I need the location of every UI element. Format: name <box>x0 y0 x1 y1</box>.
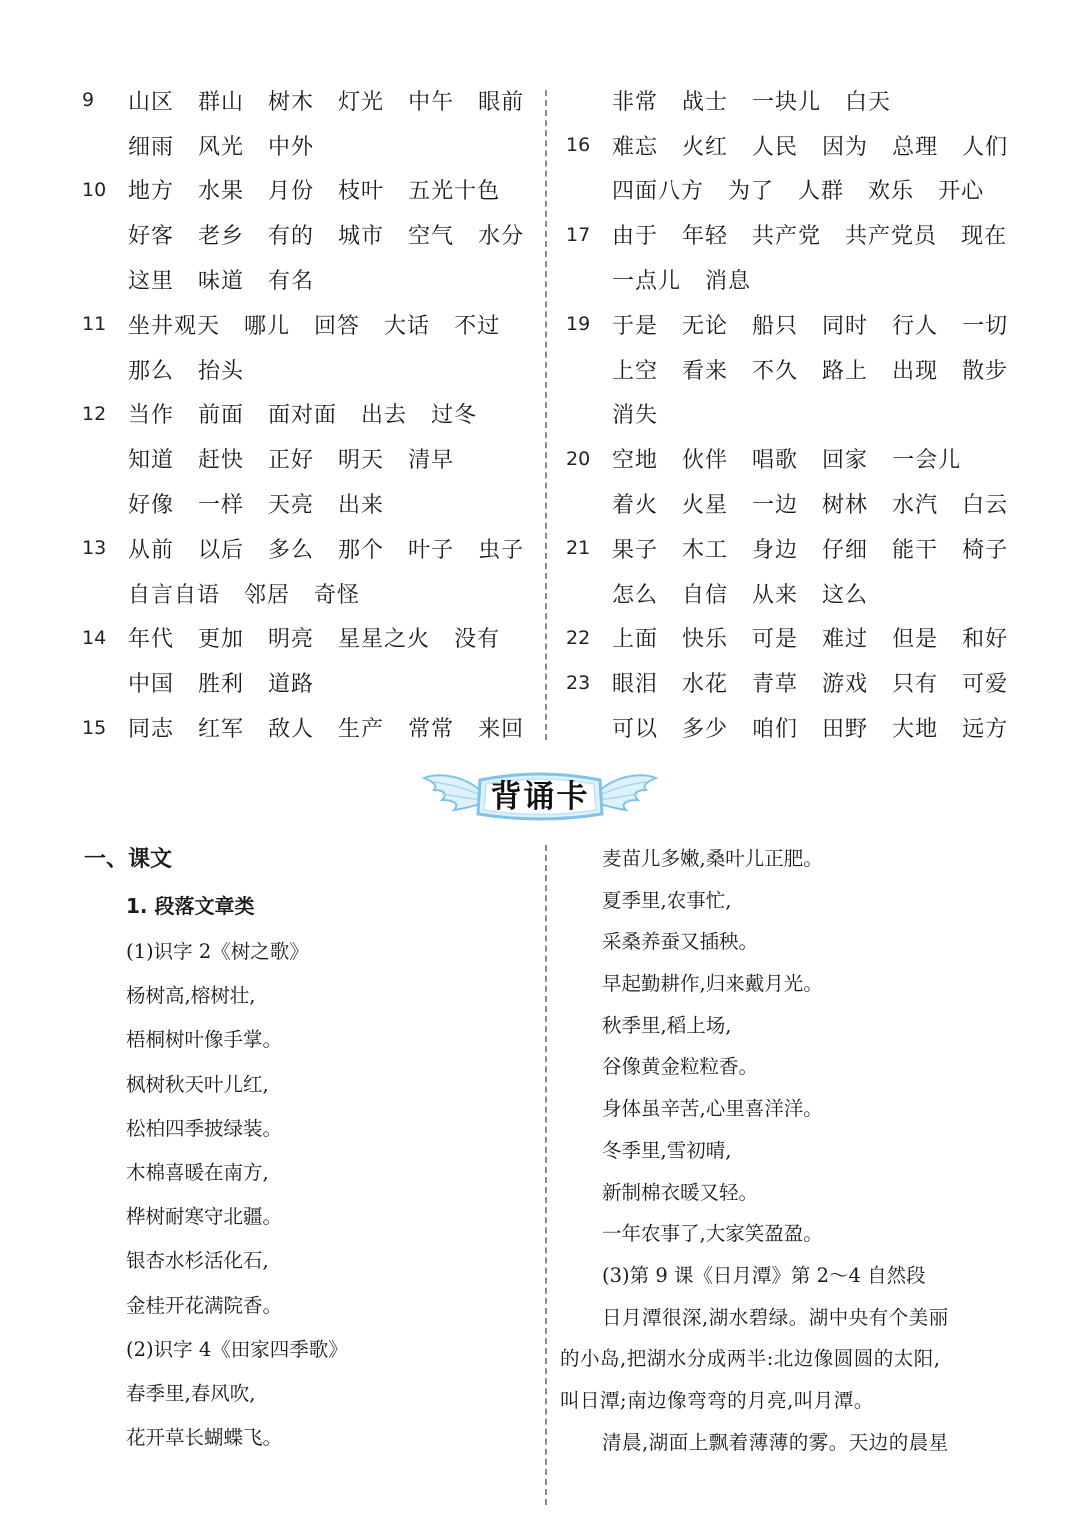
vocab-word: 树林 <box>822 493 869 519</box>
vocab-line <box>566 571 1036 616</box>
vocab-line <box>566 705 1036 750</box>
vocab-word: 生产 <box>338 717 385 743</box>
vocab-word: 多么 <box>268 537 315 563</box>
vocab-word: 现在 <box>961 224 1008 250</box>
vocab-word: 多少 <box>682 717 729 743</box>
vocab-word: 空气 <box>408 224 455 250</box>
poem-line: 夏季里,农事忙, <box>602 888 732 912</box>
vocab-word: 味道 <box>198 269 245 295</box>
vocab-word: 抬头 <box>198 358 245 384</box>
vocab-word: 木工 <box>682 537 729 563</box>
lesson-number: 13 <box>82 537 107 560</box>
vocab-word: 果子 <box>612 537 659 563</box>
vocab-word: 可爱 <box>962 672 1009 698</box>
vocab-word: 为了 <box>728 179 775 205</box>
vocab-word: 出去 <box>361 403 408 429</box>
column-divider <box>545 845 547 1505</box>
vocab-word: 这里 <box>128 269 175 295</box>
vocab-word: 一块儿 <box>752 89 822 115</box>
vocab-word: 不过 <box>454 313 501 339</box>
poem-line: 一年农事了,大家笑盈盈。 <box>602 1222 823 1246</box>
vocab-line <box>566 481 1036 526</box>
vocab-word: 灯光 <box>338 89 385 115</box>
vocab-word: 和好 <box>962 627 1009 653</box>
vocab-word: 叶子 <box>408 537 455 563</box>
vocab-word: 但是 <box>892 627 939 653</box>
vocab-line <box>566 168 1036 213</box>
section-heading: 一、课文 <box>84 847 173 872</box>
vocab-word: 清早 <box>408 448 455 474</box>
vocab-word: 伙伴 <box>682 448 729 474</box>
vocab-line <box>82 481 552 526</box>
vocab-line <box>566 347 1036 392</box>
vocab-word: 田野 <box>822 717 869 743</box>
vocab-line <box>566 392 1036 437</box>
vocab-word: 有名 <box>268 269 315 295</box>
vocab-word: 能干 <box>892 537 939 563</box>
vocab-word: 正好 <box>268 448 315 474</box>
vocab-word: 大话 <box>384 313 431 339</box>
paragraph-line: 日月潭很深,湖水碧绿。湖中央有个美丽 <box>602 1305 949 1329</box>
vocab-word: 快乐 <box>682 627 729 653</box>
vocab-word: 难过 <box>822 627 869 653</box>
vocab-word: 从前 <box>128 537 175 563</box>
lesson-number: 22 <box>566 626 591 649</box>
vocab-word: 老乡 <box>198 224 245 250</box>
vocab-word: 水分 <box>478 224 525 250</box>
vocab-word: 道路 <box>268 672 315 698</box>
poem-title: (2)识字 4《田家四季歌》 <box>126 1337 348 1361</box>
lesson-number: 10 <box>82 178 107 201</box>
vocab-line <box>82 705 552 750</box>
vocab-word: 年轻 <box>682 224 729 250</box>
vocab-word: 敌人 <box>268 717 315 743</box>
lesson-number: 9 <box>82 89 95 112</box>
vocab-word: 这么 <box>822 582 869 608</box>
vocab-line <box>82 302 552 347</box>
poem-title: (1)识字 2《树之歌》 <box>126 940 309 963</box>
poem-line: 木棉喜暖在南方, <box>126 1160 269 1184</box>
vocab-line <box>82 436 552 481</box>
vocab-word: 月份 <box>268 179 315 205</box>
poem-line: 银杏水杉活化石, <box>126 1249 269 1273</box>
vocab-line <box>566 616 1036 661</box>
poem-line: 新制棉衣暖又轻。 <box>602 1180 759 1204</box>
lesson-number: 11 <box>82 313 107 336</box>
vocab-word: 明天 <box>338 448 385 474</box>
vocab-word: 回家 <box>822 448 869 474</box>
vocab-word: 城市 <box>338 224 385 250</box>
vocab-word: 好客 <box>128 224 175 250</box>
vocab-word: 常常 <box>408 717 455 743</box>
vocab-word: 好像 <box>128 493 175 519</box>
passage-title: (3)第 9 课《日月潭》第 2～4 自然段 <box>602 1263 926 1287</box>
vocab-line <box>82 212 552 257</box>
lesson-number: 20 <box>566 447 591 470</box>
vocab-word: 战士 <box>682 89 729 115</box>
vocab-word: 水果 <box>198 179 245 205</box>
column-divider <box>545 90 547 740</box>
vocab-word: 红军 <box>198 717 245 743</box>
poem-line: 秋季里,稻上场, <box>602 1013 732 1037</box>
lesson-number: 15 <box>82 716 107 739</box>
vocab-line <box>566 212 1036 257</box>
vocab-line <box>82 616 552 661</box>
vocab-word: 看来 <box>682 358 729 384</box>
vocab-list-left <box>82 78 552 750</box>
vocab-word: 那么 <box>128 358 175 384</box>
vocab-word: 水汽 <box>892 493 939 519</box>
vocab-word: 可是 <box>752 627 799 653</box>
vocab-word: 同志 <box>128 717 175 743</box>
vocab-word: 自言自语 <box>128 582 221 608</box>
vocab-word: 大地 <box>892 717 939 743</box>
vocab-word: 胜利 <box>198 672 245 698</box>
vocab-list-right <box>566 78 1036 750</box>
vocab-word: 虫子 <box>478 537 525 563</box>
vocab-word: 一会儿 <box>892 448 962 474</box>
vocab-word: 星星之火 <box>338 627 431 653</box>
poem-line: 松柏四季披绿装。 <box>126 1116 283 1140</box>
vocab-word: 五光十色 <box>408 179 501 205</box>
poem-line: 桦树耐寒守北疆。 <box>126 1205 283 1229</box>
vocab-word: 共产党 <box>752 224 822 250</box>
vocab-line <box>82 347 552 392</box>
vocab-word: 天亮 <box>268 493 315 519</box>
recite-right-column <box>560 838 1010 1463</box>
paragraph-line: 叫日潭;南边像弯弯的月亮,叫月潭。 <box>560 1388 874 1412</box>
lesson-number: 14 <box>82 626 107 649</box>
vocab-word: 白云 <box>962 493 1009 519</box>
vocab-line <box>566 123 1036 168</box>
vocab-line <box>82 123 552 168</box>
vocab-word: 于是 <box>612 313 659 339</box>
vocab-word: 一切 <box>962 313 1009 339</box>
vocab-word: 中国 <box>128 672 175 698</box>
vocab-word: 从来 <box>752 582 799 608</box>
vocab-word: 赶快 <box>198 448 245 474</box>
vocab-word: 出现 <box>892 358 939 384</box>
vocab-word: 地方 <box>128 179 175 205</box>
vocab-word: 游戏 <box>822 672 869 698</box>
vocab-word: 当作 <box>128 403 175 429</box>
poem-line: 身体虽辛苦,心里喜洋洋。 <box>602 1097 823 1121</box>
vocab-word: 树木 <box>268 89 315 115</box>
vocab-word: 枝叶 <box>338 179 385 205</box>
vocab-word: 上空 <box>612 358 659 384</box>
lesson-number: 19 <box>566 313 591 336</box>
lesson-number: 16 <box>566 134 591 157</box>
vocab-word: 路上 <box>822 358 869 384</box>
vocab-word: 年代 <box>128 627 175 653</box>
vocab-word: 有的 <box>268 224 315 250</box>
poem-line: 采桑养蚕又插秧。 <box>602 930 759 954</box>
banner-title: 背诵卡 <box>490 779 590 815</box>
poem-line: 麦苗儿多嫩,桑叶儿正肥。 <box>602 847 823 870</box>
vocab-word: 火红 <box>682 134 729 160</box>
vocab-line <box>82 257 552 302</box>
poem-line: 杨树高,榕树壮, <box>126 984 256 1008</box>
vocab-line <box>566 257 1036 302</box>
poem-line: 春季里,春风吹, <box>126 1381 256 1405</box>
vocab-line <box>82 526 552 571</box>
vocab-word: 总理 <box>892 134 939 160</box>
vocab-word: 面对面 <box>268 403 338 429</box>
vocab-word: 同时 <box>822 313 869 339</box>
vocab-word: 那个 <box>338 537 385 563</box>
poem-line: 花开草长蝴蝶飞。 <box>126 1426 283 1450</box>
paragraph-line: 清晨,湖面上飘着薄薄的雾。天边的晨星 <box>602 1430 949 1454</box>
vocab-word: 着火 <box>612 493 659 519</box>
vocab-word: 过冬 <box>431 403 478 429</box>
vocab-word: 只有 <box>892 672 939 698</box>
vocab-word: 坐井观天 <box>128 313 221 339</box>
vocab-word: 身边 <box>752 537 799 563</box>
vocab-line <box>82 78 552 123</box>
vocab-word: 可以 <box>612 717 659 743</box>
poem-line: 谷像黄金粒粒香。 <box>602 1055 759 1079</box>
vocab-word: 一样 <box>198 493 245 519</box>
vocab-word: 散步 <box>962 358 1009 384</box>
vocab-word: 难忘 <box>612 134 659 160</box>
vocab-word: 回答 <box>314 313 361 339</box>
vocab-word: 眼泪 <box>612 672 659 698</box>
vocab-word: 出来 <box>338 493 385 519</box>
vocab-line <box>566 526 1036 571</box>
vocab-word: 哪儿 <box>244 313 291 339</box>
vocab-word: 前面 <box>198 403 245 429</box>
vocab-word: 人们 <box>962 134 1009 160</box>
lesson-number: 21 <box>566 537 591 560</box>
vocab-word: 以后 <box>198 537 245 563</box>
poem-line: 枫树秋天叶儿红, <box>126 1072 269 1096</box>
vocab-word: 四面八方 <box>612 179 705 205</box>
vocab-word: 细雨 <box>128 134 175 160</box>
vocab-word: 人群 <box>798 179 845 205</box>
vocab-word: 火星 <box>682 493 729 519</box>
vocab-word: 白天 <box>845 89 892 115</box>
vocab-word: 船只 <box>752 313 799 339</box>
vocab-line <box>566 436 1036 481</box>
vocab-word: 消息 <box>705 269 752 295</box>
vocab-word: 唱歌 <box>752 448 799 474</box>
vocab-word: 非常 <box>612 89 659 115</box>
vocab-word: 群山 <box>198 89 245 115</box>
vocab-word: 椅子 <box>962 537 1009 563</box>
vocab-word: 咱们 <box>752 717 799 743</box>
vocab-line <box>82 571 552 616</box>
vocab-word: 山区 <box>128 89 175 115</box>
recite-left-column <box>84 838 534 1460</box>
vocab-word: 行人 <box>892 313 939 339</box>
poem-line: 金桂开花满院香。 <box>126 1293 283 1317</box>
vocab-word: 共产党员 <box>845 224 938 250</box>
vocab-word: 明亮 <box>268 627 315 653</box>
vocab-word: 邻居 <box>244 582 291 608</box>
vocab-word: 无论 <box>682 313 729 339</box>
vocab-word: 仔细 <box>822 537 869 563</box>
poem-line: 冬季里,雪初晴, <box>602 1138 732 1162</box>
vocab-word: 中外 <box>268 134 315 160</box>
vocab-word: 奇怪 <box>314 582 361 608</box>
vocab-word: 由于 <box>612 224 659 250</box>
vocab-line <box>82 660 552 705</box>
vocab-line <box>82 392 552 437</box>
vocab-word: 青草 <box>752 672 799 698</box>
vocab-word: 风光 <box>198 134 245 160</box>
vocab-word: 知道 <box>128 448 175 474</box>
vocab-word: 自信 <box>682 582 729 608</box>
vocab-word: 不久 <box>752 358 799 384</box>
vocab-word: 怎么 <box>612 582 659 608</box>
vocab-line <box>566 78 1036 123</box>
poem-line: 早起勤耕作,归来戴月光。 <box>602 972 823 996</box>
vocab-word: 中午 <box>408 89 455 115</box>
vocab-word: 人民 <box>752 134 799 160</box>
vocab-word: 更加 <box>198 627 245 653</box>
vocab-word: 上面 <box>612 627 659 653</box>
vocab-word: 因为 <box>822 134 869 160</box>
vocab-word: 欢乐 <box>868 179 915 205</box>
vocab-word: 眼前 <box>478 89 525 115</box>
vocab-word: 来回 <box>478 717 525 743</box>
vocab-word: 空地 <box>612 448 659 474</box>
vocab-line <box>566 302 1036 347</box>
vocab-word: 远方 <box>962 717 1009 743</box>
lesson-number: 12 <box>82 402 107 425</box>
paragraph-line: 的小岛,把湖水分成两半:北边像圆圆的太阳, <box>560 1347 941 1371</box>
vocab-word: 一边 <box>752 493 799 519</box>
vocab-line <box>566 660 1036 705</box>
lesson-number: 17 <box>566 223 591 246</box>
vocab-word: 一点儿 <box>612 269 682 295</box>
recite-card-banner <box>420 762 660 832</box>
vocab-line <box>82 168 552 213</box>
sub-heading: 1. 段落文章类 <box>126 894 255 918</box>
vocab-word: 水花 <box>682 672 729 698</box>
vocab-word: 开心 <box>938 179 985 205</box>
vocab-word: 消失 <box>612 403 659 429</box>
lesson-number: 23 <box>566 671 591 694</box>
vocab-word: 没有 <box>454 627 501 653</box>
poem-line: 梧桐树叶像手掌。 <box>126 1028 283 1052</box>
